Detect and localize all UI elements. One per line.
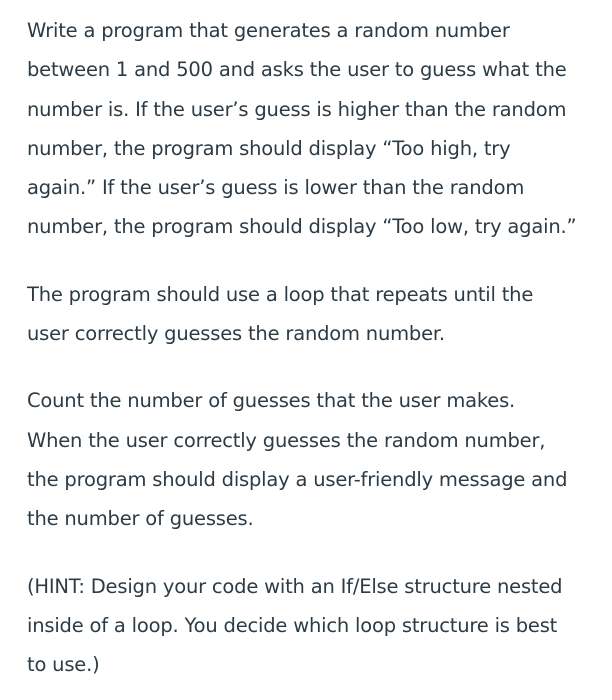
text-line: inside of a loop. You decide which loop structure is best [27, 613, 558, 637]
text-line: (HINT: Design your code with an If/Else structure nested [27, 574, 563, 598]
paragraph-hint [27, 567, 597, 685]
text-line: between 1 and 500 and asks the user to guess what the [27, 58, 567, 82]
text-line: Count the number of guesses that the user makes. [27, 389, 516, 413]
paragraph-loop [27, 275, 597, 354]
text-line: the program should display a user-friendly message and [27, 467, 568, 491]
text-line: number, the program should display “Too high, try [27, 136, 511, 160]
text-line: the number of guesses. [27, 507, 254, 531]
paragraph-task [27, 11, 597, 247]
text-line: When the user correctly guesses the random number, [27, 428, 546, 452]
text-line: to use.) [27, 653, 100, 677]
assignment-text [27, 11, 597, 684]
text-line: number, the program should display “Too low, try again.” [27, 215, 577, 239]
text-line: Write a program that generates a random number [27, 19, 510, 42]
text-line: user correctly guesses the random number. [27, 322, 445, 346]
paragraph-count [27, 381, 597, 538]
text-line: again.” If the user’s guess is lower than the random [27, 176, 525, 200]
text-line: number is. If the user’s guess is higher than the random [27, 97, 567, 121]
text-line: The program should use a loop that repeats until the [27, 282, 534, 306]
